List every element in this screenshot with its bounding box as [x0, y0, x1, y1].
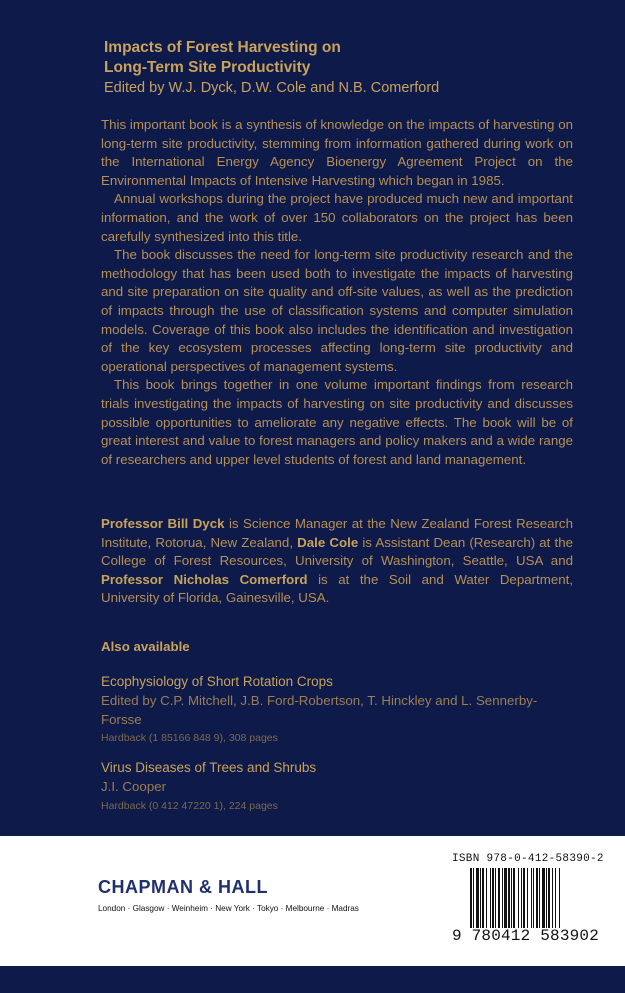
related-book-title: Virus Diseases of Trees and Shrubs [101, 760, 317, 775]
author-bio-dyck: is Science Manager at the New Zealand Forest Research Institute, Rotorua, New Zealand, [101, 516, 573, 550]
author-bio-comerford: is at the Soil and Water Department, University of Florida, Gainesville, USA. [101, 571, 573, 606]
barcode-digits: 9 780412 583902 [452, 927, 600, 945]
barcode-icon [470, 868, 588, 928]
related-book-title: Ecophysiology of Short Rotation Crops [101, 674, 333, 689]
related-book-editors: J.I. Cooper [101, 779, 167, 794]
author-name-dyck: Professor Bill Dyck [101, 516, 225, 531]
description-paragraph-4: This book brings together in one volume important findings from research trials investigating the impacts of harvesting on site productivity and discusses possible opportunities to ameliorate any negative effects. The book will be of great interest and value to forest managers and policy makers and a wide range of researchers and upper level students of forest and land management. [101, 377, 573, 467]
author-name-comerford: Professor Nicholas Comerford [101, 571, 308, 587]
description-paragraph-3: The book discusses the need for long-term site productivity research and the methodology that has been used both to investigate the impacts of harvesting and site preparation on site quality and off-site values, as well as the prediction of impacts through the use of classification systems and computer simulation models. Coverage of this book also includes the identification and investigation of the key ecosystem processes affecting long-term site productivity and operational perspectives of management systems. [101, 247, 573, 374]
footer-band [0, 966, 625, 993]
description-paragraph-2: Annual workshops during the project have produced much new and important information, and the work of over 150 collaborators on the project has been carefully synthesized into this title. [101, 191, 573, 244]
title-block [104, 38, 584, 98]
book-title-line2: Long-Term Site Productivity [104, 59, 311, 76]
publisher-logo: CHAPMAN & HALL [98, 877, 268, 897]
related-book [101, 758, 573, 814]
book-title-line1: Impacts of Forest Harvesting on [104, 39, 341, 56]
description-paragraph-1: This important book is a synthesis of knowledge on the impacts of harvesting on long-term site productivity, stemming from information gathered during work on the International Energy Agency Bioenergy Agreement Project on the Environmental Impacts of Intensive Harvesting which began in 1985. [101, 117, 573, 188]
related-book-pub-info: Hardback (0 412 47220 1), 224 pages [101, 799, 278, 812]
related-book-pub-info: Hardback (1 85166 848 9), 308 pages [101, 732, 278, 745]
publisher-cities: London · Glasgow · Weinheim · New York · Tokyo · Melbourne · Madras [98, 904, 359, 913]
also-available-heading: Also available [101, 639, 190, 654]
related-book-editors: Edited by C.P. Mitchell, J.B. Ford-Robertson, T. Hinckley and L. Sennerby-Forsse [101, 693, 538, 727]
book-editors: Edited by W.J. Dyck, D.W. Cole and N.B. Comerford [104, 80, 440, 96]
author-bios [101, 515, 573, 608]
author-name-cole: Dale Cole [297, 534, 359, 550]
author-bio-cole: is Assistant Dean (Research) at the College of Forest Resources, University of Washington, Seattle, USA and [101, 534, 573, 569]
related-book [101, 672, 573, 746]
isbn-label: ISBN 978-0-412-58390-2 [452, 853, 604, 865]
book-description [101, 116, 573, 469]
